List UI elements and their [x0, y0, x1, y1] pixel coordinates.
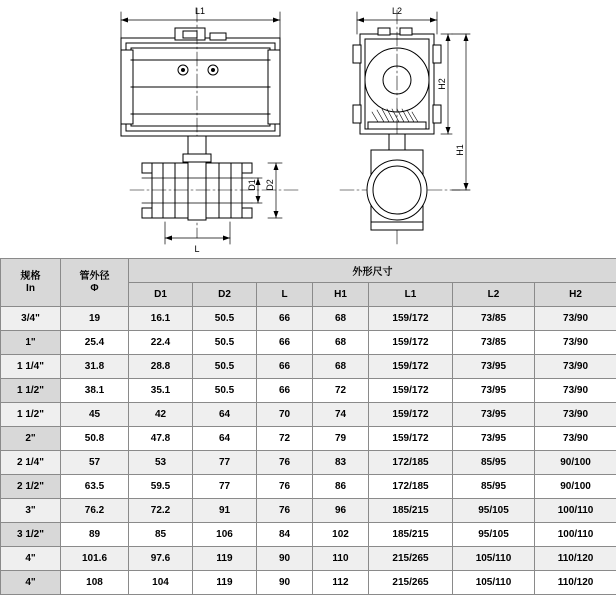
cell-od: 89: [61, 523, 129, 547]
cell-h2: 73/90: [535, 355, 616, 379]
cell-d1: 28.8: [129, 355, 193, 379]
cell-l: 76: [257, 499, 313, 523]
cell-size: 1 1/2": [1, 403, 61, 427]
header-outer-diameter: [61, 259, 129, 307]
cell-l2: 105/110: [453, 571, 535, 595]
cell-l2: 95/105: [453, 523, 535, 547]
cell-h2: 90/100: [535, 451, 616, 475]
cell-l1: 159/172: [369, 403, 453, 427]
cell-l2: 73/85: [453, 331, 535, 355]
table-body: [1, 307, 616, 595]
cell-od: 31.8: [61, 355, 129, 379]
cell-size: 2 1/4": [1, 451, 61, 475]
cell-l1: 159/172: [369, 355, 453, 379]
dimension-table: [0, 258, 616, 595]
table-row: [1, 331, 616, 355]
cell-h2: 73/90: [535, 403, 616, 427]
cell-d1: 72.2: [129, 499, 193, 523]
cell-od: 76.2: [61, 499, 129, 523]
cell-l2: 85/95: [453, 451, 535, 475]
cell-d2: 77: [193, 451, 257, 475]
table-row: [1, 403, 616, 427]
header-col-h1: H1: [313, 283, 369, 307]
cell-size: 4": [1, 571, 61, 595]
cell-l: 84: [257, 523, 313, 547]
header-col-l1: L1: [369, 283, 453, 307]
cell-size: 1 1/2": [1, 379, 61, 403]
cell-h2: 110/120: [535, 571, 616, 595]
cell-h1: 110: [313, 547, 369, 571]
table-row: [1, 547, 616, 571]
table-row: [1, 307, 616, 331]
cell-l: 70: [257, 403, 313, 427]
cell-d1: 47.8: [129, 427, 193, 451]
table-row: [1, 451, 616, 475]
header-group-dimensions: 外形尺寸: [129, 259, 616, 283]
cell-d1: 104: [129, 571, 193, 595]
table-row: [1, 475, 616, 499]
cell-d1: 35.1: [129, 379, 193, 403]
cell-h1: 83: [313, 451, 369, 475]
cell-h1: 68: [313, 355, 369, 379]
cell-h1: 112: [313, 571, 369, 595]
table-head: [1, 259, 616, 307]
cell-h1: 74: [313, 403, 369, 427]
cell-d2: 91: [193, 499, 257, 523]
cell-l2: 73/95: [453, 403, 535, 427]
cell-size: 2": [1, 427, 61, 451]
header-col-l: L: [257, 283, 313, 307]
cell-l1: 159/172: [369, 307, 453, 331]
cell-l: 72: [257, 427, 313, 451]
cell-h1: 96: [313, 499, 369, 523]
cell-l1: 159/172: [369, 427, 453, 451]
dim-l: [165, 222, 230, 244]
dim-label-d1: D1: [247, 179, 257, 191]
cell-od: 50.8: [61, 427, 129, 451]
cell-d1: 16.1: [129, 307, 193, 331]
cell-l: 66: [257, 307, 313, 331]
cell-l2: 85/95: [453, 475, 535, 499]
cell-h2: 90/100: [535, 475, 616, 499]
cell-h2: 100/110: [535, 523, 616, 547]
cell-h1: 79: [313, 427, 369, 451]
cell-l2: 73/95: [453, 355, 535, 379]
header-row-top: [1, 259, 616, 283]
cell-l: 66: [257, 355, 313, 379]
header-size: [1, 259, 61, 307]
cell-od: 25.4: [61, 331, 129, 355]
cell-l1: 215/265: [369, 547, 453, 571]
cell-l: 76: [257, 451, 313, 475]
header-col-d2: D2: [193, 283, 257, 307]
drawing-svg: [0, 0, 616, 258]
table-row: [1, 523, 616, 547]
header-col-l2: L2: [453, 283, 535, 307]
cell-d2: 119: [193, 547, 257, 571]
cell-l: 66: [257, 331, 313, 355]
cell-h2: 110/120: [535, 547, 616, 571]
dim-label-h2: H2: [437, 78, 447, 90]
cell-d2: 119: [193, 571, 257, 595]
cell-h2: 100/110: [535, 499, 616, 523]
cell-l2: 73/95: [453, 427, 535, 451]
table-row: [1, 379, 616, 403]
technical-drawing: [0, 0, 616, 258]
cell-d1: 42: [129, 403, 193, 427]
cell-d2: 64: [193, 427, 257, 451]
cell-d2: 50.5: [193, 331, 257, 355]
cell-size: 3 1/2": [1, 523, 61, 547]
cell-l1: 172/185: [369, 475, 453, 499]
cell-d2: 64: [193, 403, 257, 427]
cell-l1: 185/215: [369, 523, 453, 547]
cell-h1: 68: [313, 331, 369, 355]
table-row: [1, 499, 616, 523]
cell-d2: 50.5: [193, 307, 257, 331]
cell-l: 76: [257, 475, 313, 499]
cell-size: 4": [1, 547, 61, 571]
cell-od: 45: [61, 403, 129, 427]
cell-size: 3/4": [1, 307, 61, 331]
cell-od: 57: [61, 451, 129, 475]
cell-d1: 53: [129, 451, 193, 475]
cell-od: 38.1: [61, 379, 129, 403]
header-col-d1: D1: [129, 283, 193, 307]
header-size-line2: In: [26, 282, 35, 294]
header-od-line1: 管外径: [79, 271, 110, 282]
header-col-h2: H2: [535, 283, 616, 307]
cell-h2: 73/90: [535, 427, 616, 451]
cell-d2: 77: [193, 475, 257, 499]
dim-label-h1: H1: [455, 144, 465, 156]
cell-size: 1": [1, 331, 61, 355]
cell-l2: 95/105: [453, 499, 535, 523]
cell-h1: 72: [313, 379, 369, 403]
cell-l1: 159/172: [369, 331, 453, 355]
dim-label-d2: D2: [265, 179, 275, 191]
cell-h2: 73/90: [535, 331, 616, 355]
cell-d2: 106: [193, 523, 257, 547]
cell-d1: 97.6: [129, 547, 193, 571]
cell-l: 90: [257, 547, 313, 571]
cell-l: 66: [257, 379, 313, 403]
cell-l1: 159/172: [369, 379, 453, 403]
cell-d1: 22.4: [129, 331, 193, 355]
cell-l: 90: [257, 571, 313, 595]
header-size-line1: 规格: [20, 271, 41, 282]
cell-od: 108: [61, 571, 129, 595]
cell-l2: 73/85: [453, 307, 535, 331]
table-row: [1, 355, 616, 379]
cell-l1: 215/265: [369, 571, 453, 595]
dim-label-l: L: [194, 244, 200, 254]
cell-size: 2 1/2": [1, 475, 61, 499]
cell-h1: 68: [313, 307, 369, 331]
table-row: [1, 427, 616, 451]
cell-l2: 105/110: [453, 547, 535, 571]
cell-od: 101.6: [61, 547, 129, 571]
dim-label-l1: L1: [194, 6, 206, 16]
cell-l1: 185/215: [369, 499, 453, 523]
cell-h1: 86: [313, 475, 369, 499]
cell-size: 3": [1, 499, 61, 523]
cell-d2: 50.5: [193, 379, 257, 403]
cell-h2: 73/90: [535, 307, 616, 331]
cell-l2: 73/95: [453, 379, 535, 403]
table-row: [1, 571, 616, 595]
cell-d1: 59.5: [129, 475, 193, 499]
cell-d2: 50.5: [193, 355, 257, 379]
dim-h1: [452, 34, 470, 190]
cell-l1: 172/185: [369, 451, 453, 475]
header-od-line2: Φ: [90, 282, 99, 294]
cell-h1: 102: [313, 523, 369, 547]
cell-size: 1 1/4": [1, 355, 61, 379]
dim-label-l2: L2: [391, 6, 403, 16]
cell-od: 19: [61, 307, 129, 331]
cell-od: 63.5: [61, 475, 129, 499]
cell-d1: 85: [129, 523, 193, 547]
cell-h2: 73/90: [535, 379, 616, 403]
